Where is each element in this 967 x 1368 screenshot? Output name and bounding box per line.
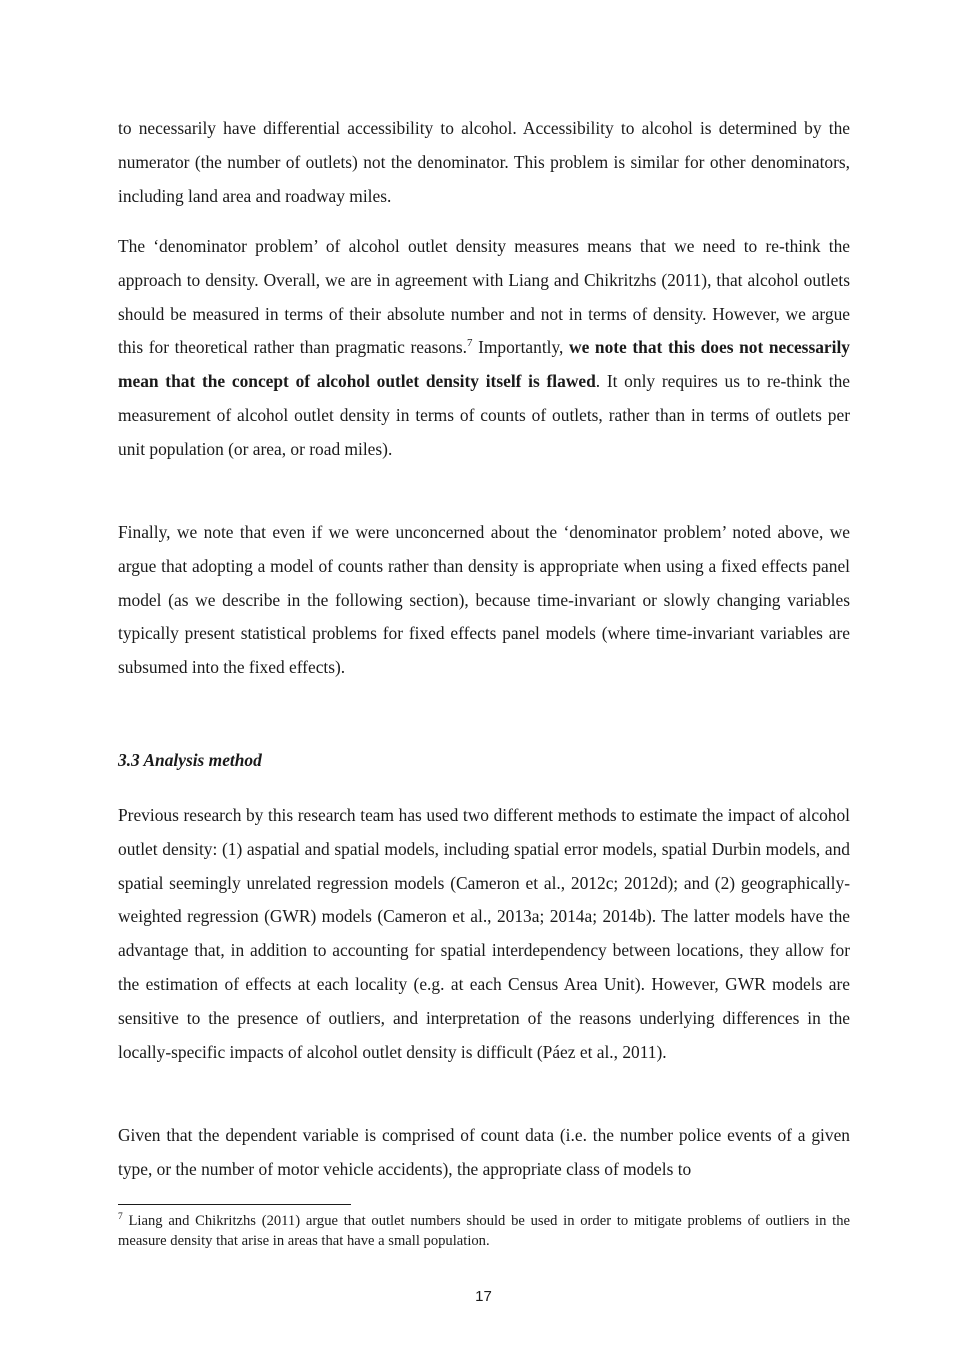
body-paragraph-5: Given that the dependent variable is comprised of count data (i.e. the number police events of a given type, or the number of motor vehicle accidents), the appropriate class of models to xyxy=(118,1125,850,1179)
paragraph-2-bold-statement: we note that this does not necessarily mean that the concept of alcohol outlet density itself is flawed xyxy=(118,337,850,392)
footnote-marker: 7 xyxy=(118,1212,123,1223)
footnote-reference[interactable]: 7 xyxy=(466,337,473,350)
section-heading: 3.3 Analysis method xyxy=(118,750,262,770)
footnote xyxy=(118,1212,850,1251)
page-number: 17 xyxy=(475,1288,492,1305)
paragraph-2-text-b: Importantly, xyxy=(472,337,570,358)
body-paragraph-2 xyxy=(118,230,850,467)
body-paragraph-4: Previous research by this research team has used two different methods to estimate the impact of alcohol outlet density: (1) aspatial and spatial models, including spatial error models, spatial Durbin models, and spatial seemingly unrelated regression models (Cameron et al., 2012c; 2012d); and (2) geographically-weighted regression (GWR) models (Cameron et al., 2013a; 2014a; 2014b). The latter models have the advantage that, in addition to accounting for spatial interdependency between locations, they allow for the estimation of effects at each locality (e.g. at each Census Area Unit). However, GWR models are sensitive to the presence of outliers, and interpretation of the reasons underlying differences in the locally-specific impacts of alcohol outlet density is difficult (Páez et al., 2011). xyxy=(118,805,850,1062)
body-paragraph-1: to necessarily have differential accessibility to alcohol. Accessibility to alcohol is determined by the numerator (the number of outlets) not the denominator. This problem is similar for other denominators, including land area and roadway miles. xyxy=(118,118,850,206)
paragraph-2-text-c: . It only requires us to re-think the measurement of alcohol outlet density in terms of counts of outlets, rather than in terms of outlets per unit population (or area, or road miles). xyxy=(118,371,850,459)
footnote-text: Liang and Chikritzhs (2011) argue that outlet numbers should be used in order to mitigate problems of outliers in the measure density that arise in areas that have a small population. xyxy=(118,1213,850,1249)
footnote-divider xyxy=(118,1204,351,1205)
body-paragraph-3: Finally, we note that even if we were unconcerned about the ‘denominator problem’ noted above, we argue that adopting a model of counts rather than density is appropriate when using a fixed effects panel model (as we describe in the following section), because time-invariant or slowly changing variables typically present statistical problems for fixed effects panel models (where time-invariant variables are subsumed into the fixed effects). xyxy=(118,522,850,678)
paragraph-2-text-a: The ‘denominator problem’ of alcohol outlet density measures means that we need to re-think the approach to density. Overall, we are in agreement with Liang and Chikritzhs (2011), that alcohol outlets should be measured in terms of their absolute number and not in terms of density. However, we argue this for theoretical rather than pragmatic reasons. xyxy=(118,236,850,358)
